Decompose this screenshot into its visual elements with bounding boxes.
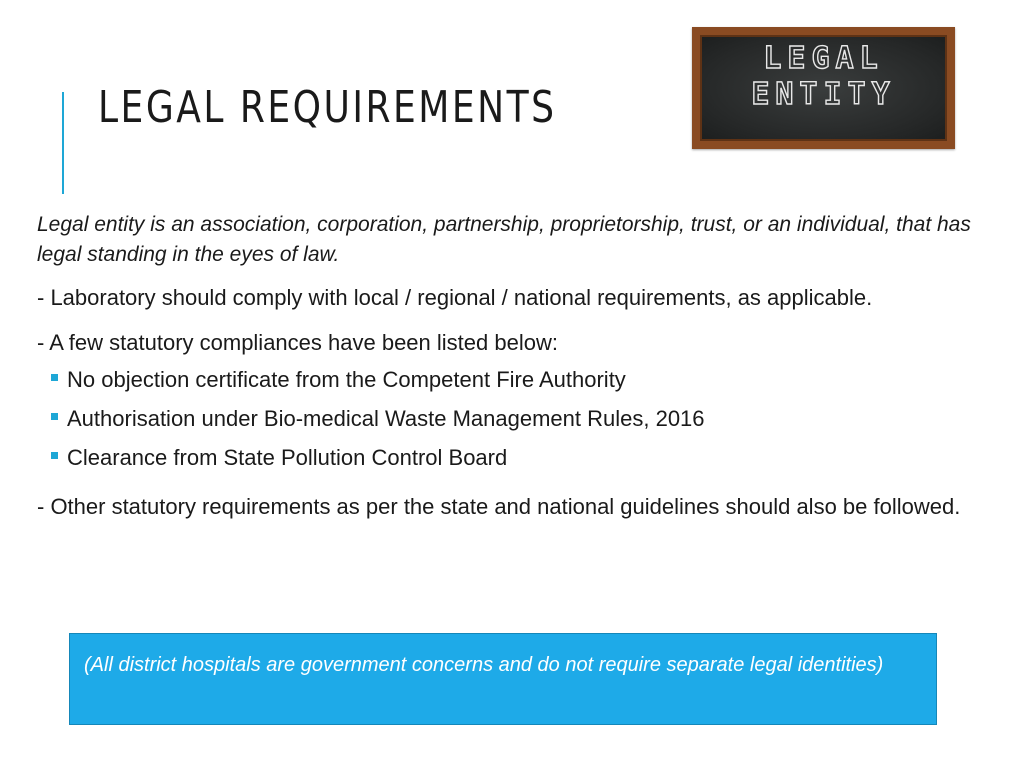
intro-definition: Legal entity is an association, corporation, partnership, proprietorship, trust, or an individual, that has legal standing in the eyes of law. (37, 213, 971, 266)
point-other-requirements: - Other statutory requirements as per the state and national guidelines should also be followed. (37, 494, 961, 519)
legal-entity-chalkboard-image (692, 27, 955, 149)
bullet-item-pollution-clearance: Clearance from State Pollution Control Board (51, 438, 977, 477)
slide-body (37, 210, 977, 522)
slide-title: LEGAL REQUIREMENTS (98, 82, 557, 133)
bullet-item-biomedical-waste: Authorisation under Bio-medical Waste Management Rules, 2016 (51, 399, 977, 438)
compliance-bullet-list (37, 360, 977, 477)
point-comply-requirements: - Laboratory should comply with local / regional / national requirements, as applicable. (37, 285, 873, 310)
chalkboard-text-line-2: ENTITY (751, 77, 896, 112)
title-accent-bar (62, 92, 64, 194)
bullet-item-fire-noc: No objection certificate from the Competent Fire Authority (51, 360, 977, 399)
point-statutory-compliances: - A few statutory compliances have been listed below: (37, 330, 558, 355)
district-hospital-note-box: (All district hospitals are government concerns and do not require separate legal identities) (69, 633, 937, 725)
chalkboard-text-line-1: LEGAL (763, 41, 884, 76)
